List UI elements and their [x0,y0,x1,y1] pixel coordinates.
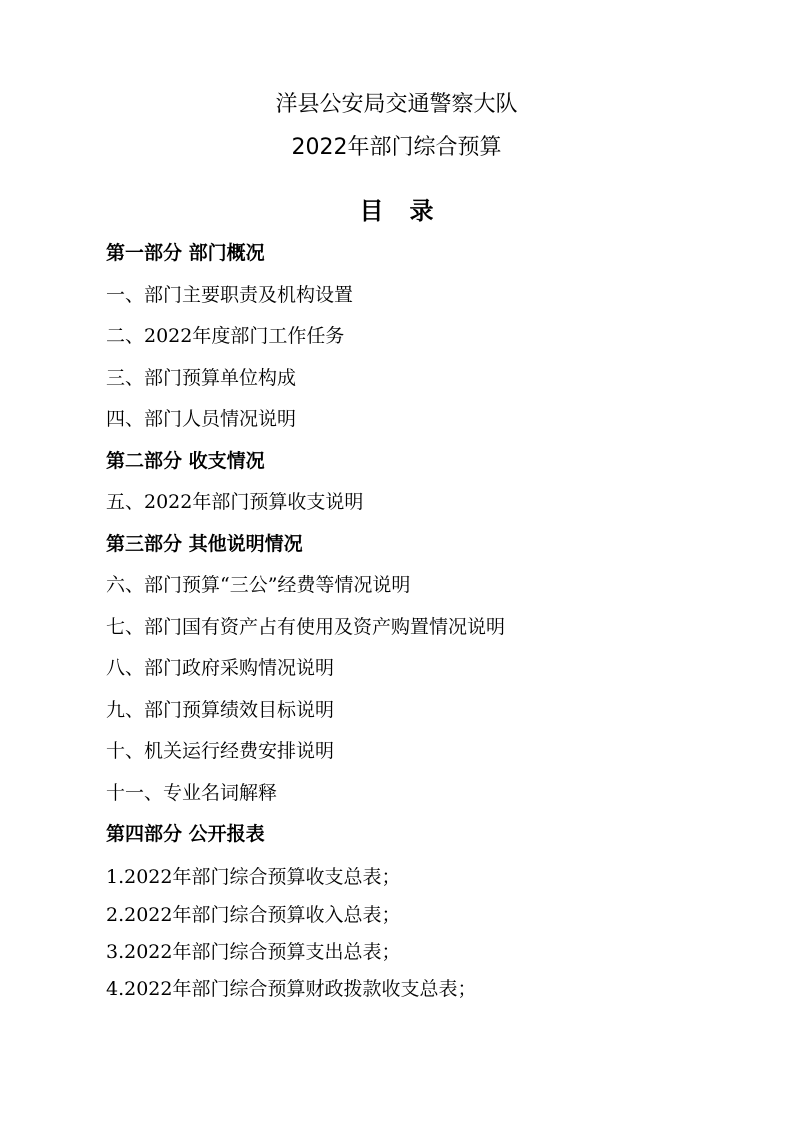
toc-item-2: 二、2022年度部门工作任务 [106,325,345,347]
document-subtitle: 2022年部门综合预算 [291,135,502,160]
toc-item-10: 十、机关运行经费安排说明 [106,740,335,762]
toc-item-5: 五、2022年部门预算收支说明 [106,491,364,513]
toc-item-7: 七、部门国有资产占有使用及资产购置情况说明 [106,616,506,638]
toc-item-1: 一、部门主要职责及机构设置 [106,284,354,306]
toc-report-4: 4.2022年部门综合预算财政拨款收支总表； [106,978,477,1000]
toc-part-3: 第三部分 其他说明情况 [106,533,303,555]
toc-item-9: 九、部门预算绩效目标说明 [106,699,335,721]
toc-item-8: 八、部门政府采购情况说明 [106,657,335,679]
toc-report-1: 1.2022年部门综合预算收支总表； [106,866,401,888]
toc-item-11: 十一、专业名词解释 [106,782,278,804]
toc-part-2: 第二部分 收支情况 [106,450,265,472]
toc-part-1: 第一部分 部门概况 [106,242,265,264]
toc-report-3: 3.2022年部门综合预算支出总表； [106,941,401,963]
toc-heading: 目录 [359,197,460,225]
document-title: 洋县公安局交通警察大队 [275,92,518,117]
toc-item-4: 四、部门人员情况说明 [106,408,297,430]
toc-report-2: 2.2022年部门综合预算收入总表； [106,904,401,926]
toc-part-4: 第四部分 公开报表 [106,823,265,845]
toc-item-3: 三、部门预算单位构成 [106,367,297,389]
toc-item-6: 六、部门预算“三公”经费等情况说明 [106,574,411,596]
